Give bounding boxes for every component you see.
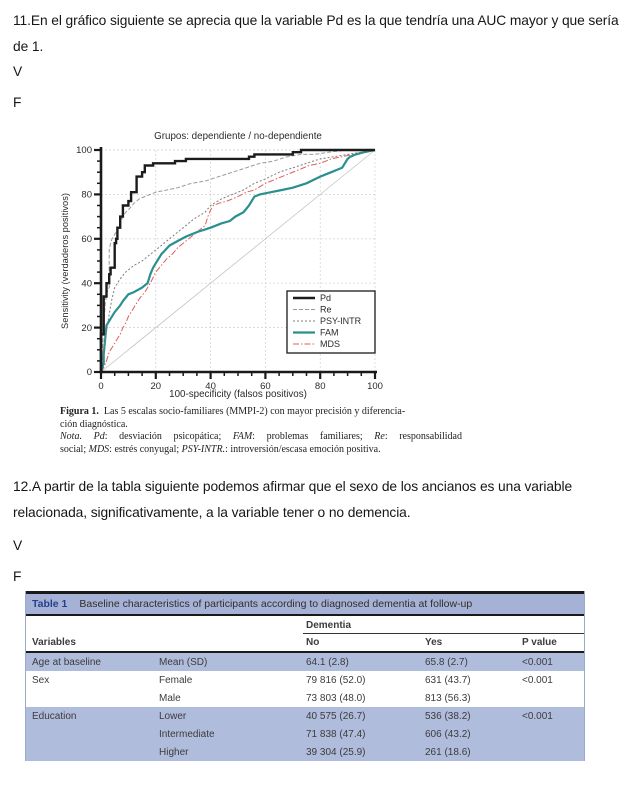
table-row (26, 707, 584, 725)
cell-sub: Mean (SD) (159, 656, 208, 668)
legend-label-Re: Re (320, 304, 332, 315)
question-11-option-v[interactable]: V (13, 64, 23, 79)
chart-xlabel: 100-specificity (falsos positivos) (169, 389, 307, 400)
cell-yes: 536 (38.2) (425, 710, 471, 722)
svg-text:100: 100 (367, 381, 383, 392)
caption-line: ción diagnóstica. (60, 418, 128, 430)
table-row (26, 743, 584, 761)
chart-title: Grupos: dependiente / no-dependiente (154, 131, 322, 142)
cell-no: 73 803 (48.0) (306, 692, 366, 704)
roc-chart (57, 126, 399, 404)
legend-label-MDS: MDS (320, 339, 340, 349)
cell-no: 40 575 (26.7) (306, 710, 366, 722)
svg-text:20: 20 (150, 381, 162, 392)
cell-p: <0.001 (522, 674, 553, 686)
question-11-text: 11.En el gráfico siguiente se aprecia que la variable Pd es la que tendría una AUC mayor y que sería de 1. (13, 13, 619, 54)
cell-sub: Female (159, 674, 193, 686)
cell-no: 79 816 (52.0) (306, 674, 366, 686)
cell-p: <0.001 (522, 656, 553, 668)
svg-text:80: 80 (314, 381, 326, 392)
cell-no: 39 304 (25.9) (306, 746, 366, 758)
legend-label-PSY-INTR: PSY-INTR (320, 316, 362, 326)
cell-yes: 631 (43.7) (425, 674, 471, 686)
col-header-no: No (306, 637, 320, 648)
table-title-text: Baseline characteristics of participants according to diagnosed dementia at follow-up (79, 598, 473, 610)
cell-variable: Age at baseline (32, 656, 101, 668)
table-row (26, 671, 584, 689)
table-rows (26, 653, 584, 761)
cell-yes: 261 (18.6) (425, 746, 471, 758)
cell-yes: 606 (43.2) (425, 728, 471, 740)
table-title-bar (26, 594, 584, 616)
table-row (26, 725, 584, 743)
legend-label-FAM: FAM (320, 327, 339, 338)
question-12-option-f[interactable]: F (13, 569, 22, 584)
svg-text:0: 0 (86, 367, 92, 379)
table-row (26, 653, 584, 671)
col-header-variables: Variables (32, 637, 76, 648)
legend-label-Pd: Pd (320, 293, 332, 303)
svg-text:20: 20 (81, 322, 92, 334)
cell-sub: Intermediate (159, 728, 215, 740)
cell-p: <0.001 (522, 710, 553, 722)
table-row (26, 689, 584, 707)
svg-text:0: 0 (98, 381, 104, 392)
chart-ylabel: Sensitivity (verdaderos positivos) (60, 193, 70, 329)
question-12-text: 12.A partir de la tabla siguiente podemos afirmar que el sexo de los ancianos es una variable relacionada, significativamente, a la variable tener o no demencia. (13, 479, 573, 520)
table-group-header: Dementia (303, 616, 584, 634)
svg-text:60: 60 (81, 234, 92, 245)
cell-sub: Male (159, 692, 181, 704)
svg-text:60: 60 (260, 381, 271, 392)
table-title-label: Table 1 (32, 598, 68, 610)
svg-text:100: 100 (76, 145, 92, 157)
cell-sub: Higher (159, 746, 189, 758)
col-header-yes: Yes (425, 637, 443, 648)
svg-text:40: 40 (205, 381, 216, 392)
chart-legend (287, 291, 375, 353)
cell-no: 64.1 (2.8) (306, 656, 349, 668)
caption-line: Figura 1. Las 5 escalas socio-familiares (MMPI-2) con mayor precisión y diferencia- (60, 406, 406, 417)
cell-variable: Sex (32, 674, 50, 686)
cell-variable: Education (32, 710, 77, 722)
figure-1-caption (60, 406, 462, 456)
svg-text:40: 40 (81, 278, 92, 290)
cell-sub: Lower (159, 710, 187, 722)
svg-text:80: 80 (81, 189, 92, 201)
caption-line: Nota. Pd: desviación psicopática; FAM: problemas familiares; Re: responsabilidad (60, 431, 462, 443)
cell-yes: 65.8 (2.7) (425, 656, 468, 668)
cell-no: 71 838 (47.4) (306, 728, 366, 740)
caption-line: social; MDS: estrés conyugal; PSY-INTR.: introversión/escasa emoción positiva. (60, 443, 381, 455)
table-column-headers (26, 634, 584, 653)
table-1 (25, 591, 585, 761)
question-11-option-f[interactable]: F (13, 95, 22, 110)
question-12-option-v[interactable]: V (13, 538, 23, 553)
cell-yes: 813 (56.3) (425, 692, 471, 704)
col-header-pvalue: P value (522, 637, 557, 648)
